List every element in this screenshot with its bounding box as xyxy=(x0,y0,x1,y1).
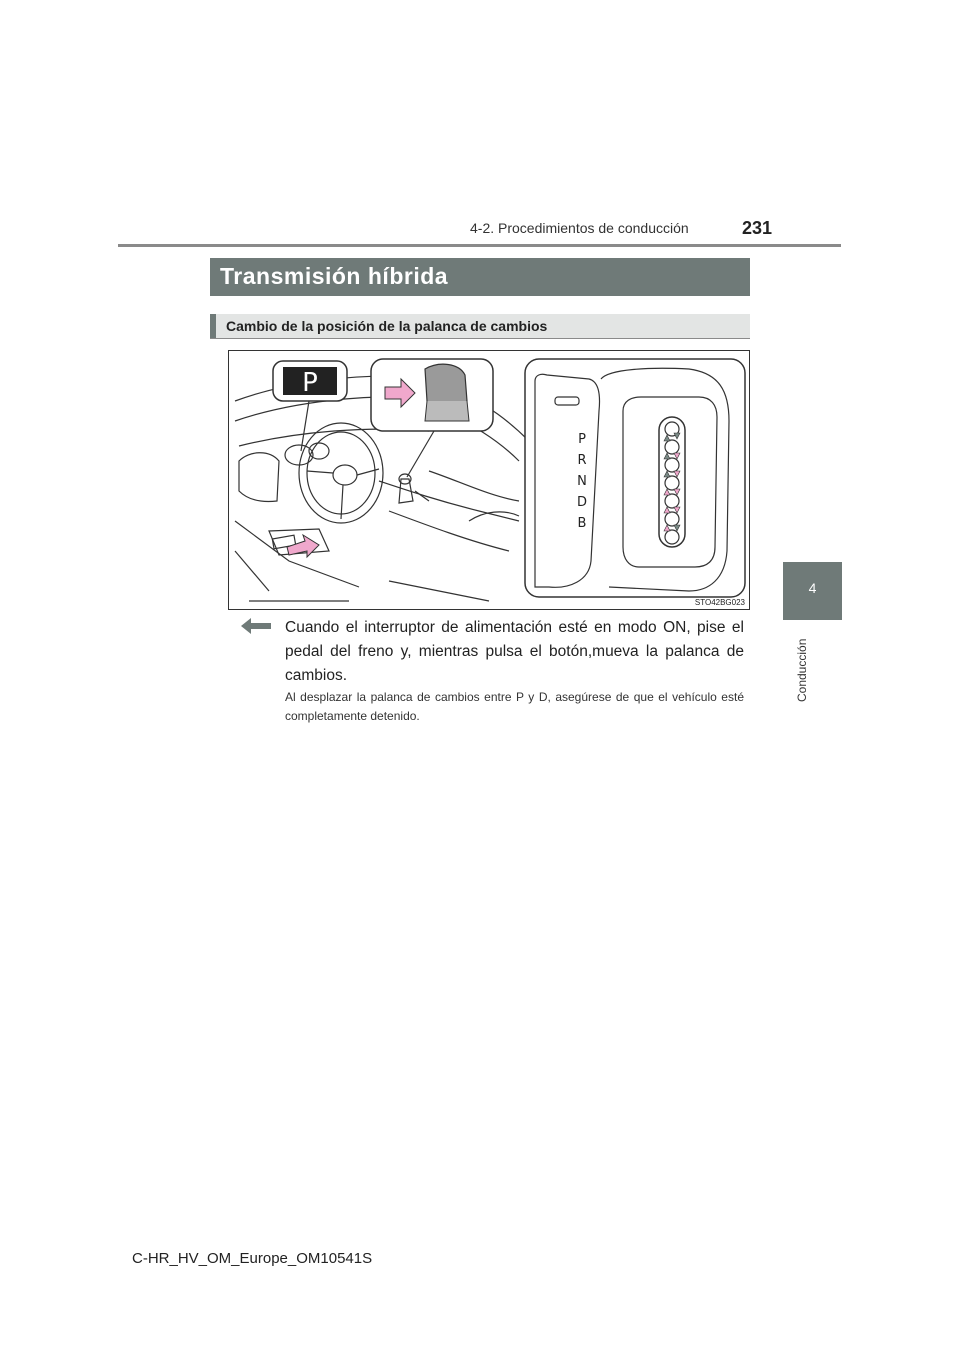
brake-arrow-icon xyxy=(287,535,319,557)
subheading-bar xyxy=(210,314,750,338)
figure-code: STO42BG023 xyxy=(694,598,745,607)
gear-letter-r: R xyxy=(577,453,587,468)
step-arrow-icon xyxy=(241,618,271,634)
document-code: C-HR_HV_OM_Europe_OM10541S xyxy=(132,1250,373,1267)
section-title-bar xyxy=(210,258,750,296)
note-text: Al desplazar la palanca de cambios entre P y D, asegúrese de que el vehículo esté completamente detenido. xyxy=(285,690,744,723)
subheading-divider xyxy=(210,338,750,339)
shift-lever-illustration xyxy=(228,350,750,610)
instruction-text: Cuando el interruptor de alimentación esté en modo ON, pise el pedal del freno y, mientras pulsa el botón,mueva la palanca de cambios. xyxy=(285,619,744,684)
gear-letter-d: D xyxy=(576,495,588,510)
chapter-label: Conducción xyxy=(795,638,809,702)
page-number: 231 xyxy=(742,218,773,238)
chapter-label-wrap xyxy=(775,632,815,712)
chapter-tab[interactable] xyxy=(783,562,842,620)
gear-letter-n: N xyxy=(577,474,587,489)
subheading: Cambio de la posición de la palanca de cambios xyxy=(226,318,548,334)
gear-letter-b: B xyxy=(577,516,587,531)
gear-letter-p: P xyxy=(578,432,586,447)
illustration-drawing xyxy=(229,351,750,610)
section-title: Transmisión híbrida xyxy=(220,263,449,289)
p-indicator-symbol: P xyxy=(302,368,318,398)
header-divider xyxy=(118,244,841,247)
chapter-number: 4 xyxy=(808,580,817,596)
header-section-title: 4-2. Procedimientos de conducción xyxy=(470,220,689,236)
